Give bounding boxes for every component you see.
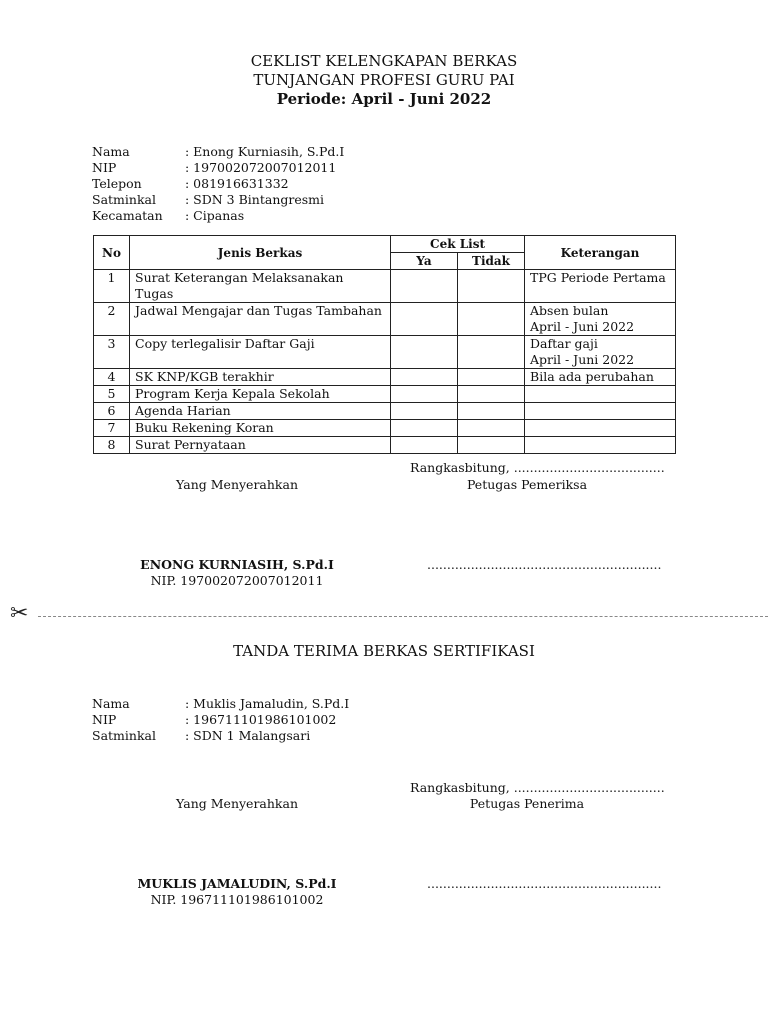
cell-jenis-berkas: SK KNP/KGB terakhir — [130, 369, 391, 386]
keterangan-line: April - Juni 2022 — [530, 319, 635, 334]
cell-ya — [391, 270, 458, 303]
cell-keterangan — [525, 386, 676, 403]
receipt-title: TANDA TERIMA BERKAS SERTIFIKASI — [233, 642, 535, 660]
keterangan-line: TPG Periode Pertama — [530, 270, 666, 285]
info-label: Nama — [92, 144, 130, 159]
cell-ya — [391, 303, 458, 336]
keterangan-line: Absen bulan — [530, 303, 609, 318]
cell-ya — [391, 386, 458, 403]
info-label: Satminkal — [92, 192, 156, 207]
checklist-title-line-1: CEKLIST KELENGKAPAN BERKAS — [250, 52, 518, 70]
cell-tidak — [458, 336, 525, 369]
table-row — [94, 386, 676, 403]
info-value: : Muklis Jamaludin, S.Pd.I — [185, 696, 350, 711]
cell-keterangan — [525, 369, 676, 386]
cell-no: 1 — [94, 270, 130, 303]
info-value: : Enong Kurniasih, S.Pd.I — [185, 144, 345, 159]
cell-keterangan — [525, 437, 676, 454]
table-row — [94, 336, 676, 369]
cell-tidak — [458, 420, 525, 437]
checklist-title-line-2: TUNJANGAN PROFESI GURU PAI — [253, 71, 515, 89]
keterangan-line: Bila ada perubahan — [530, 369, 654, 384]
info-label: Kecamatan — [92, 208, 163, 223]
cell-ya — [391, 336, 458, 369]
table-row — [94, 303, 676, 336]
receipt-place-date: Rangkasbitung, ...................................... — [410, 780, 665, 795]
receipt-info-row-nip — [92, 712, 336, 728]
cell-jenis-berkas: Jadwal Mengajar dan Tugas Tambahan — [130, 303, 391, 336]
cell-tidak — [458, 403, 525, 420]
cell-jenis-berkas: Surat Pernyataan — [130, 437, 391, 454]
berkas-table — [93, 235, 676, 454]
info-row-nip — [92, 160, 336, 176]
cell-keterangan — [525, 303, 676, 336]
cell-jenis-berkas: Program Kerja Kepala Sekolah — [130, 386, 391, 403]
info-label: Telepon — [92, 176, 142, 191]
info-value: : 197002072007012011 — [185, 160, 337, 175]
cell-no: 8 — [94, 437, 130, 454]
cell-tidak — [458, 270, 525, 303]
info-row-kecamatan — [92, 208, 244, 224]
header-cek-list: Cek List — [391, 236, 525, 253]
receipt-left-nip: NIP. 196711101986101002 — [150, 892, 324, 907]
cell-no: 4 — [94, 369, 130, 386]
cell-ya — [391, 369, 458, 386]
scissors-icon: ✂ — [10, 601, 29, 626]
header-ya: Ya — [391, 253, 458, 270]
cell-tidak — [458, 437, 525, 454]
table-row — [94, 420, 676, 437]
table-row — [94, 369, 676, 386]
info-value: : SDN 3 Bintangresmi — [185, 192, 325, 207]
cell-jenis-berkas: Agenda Harian — [130, 403, 391, 420]
keterangan-line: Daftar gaji — [530, 336, 598, 351]
info-value: : 081916631332 — [185, 176, 289, 191]
cell-tidak — [458, 369, 525, 386]
info-row-telepon — [92, 176, 289, 192]
table-row — [94, 403, 676, 420]
receipt-left-role: Yang Menyerahkan — [175, 796, 299, 811]
cell-tidak — [458, 303, 525, 336]
cell-keterangan — [525, 403, 676, 420]
info-row-nama — [92, 144, 344, 160]
info-value: : SDN 1 Malangsari — [185, 728, 311, 743]
receipt-right-signature-line: ........................................................... — [427, 876, 662, 891]
keterangan-line: April - Juni 2022 — [530, 352, 635, 367]
header-keterangan: Keterangan — [525, 236, 676, 270]
receipt-right-role: Petugas Penerima — [469, 796, 585, 811]
cell-no: 3 — [94, 336, 130, 369]
info-row-satminkal — [92, 192, 324, 208]
info-value: : Cipanas — [185, 208, 245, 223]
berkas-table-body — [94, 270, 676, 454]
info-label: NIP — [92, 160, 117, 175]
cell-keterangan — [525, 270, 676, 303]
cut-line — [38, 616, 768, 617]
receipt-left-name: MUKLIS JAMALUDIN, S.Pd.I — [137, 876, 337, 891]
cell-no: 2 — [94, 303, 130, 336]
cell-ya — [391, 403, 458, 420]
checklist-place-date: Rangkasbitung, ...................................... — [410, 460, 665, 475]
checklist-left-name: ENONG KURNIASIH, S.Pd.I — [140, 557, 334, 572]
table-row — [94, 270, 676, 303]
header-jenis-berkas: Jenis Berkas — [130, 236, 391, 270]
receipt-info-row-nama — [92, 696, 349, 712]
cell-tidak — [458, 386, 525, 403]
cell-ya — [391, 420, 458, 437]
checklist-left-nip: NIP. 197002072007012011 — [150, 573, 324, 588]
info-label: Nama — [92, 696, 130, 711]
info-label: Satminkal — [92, 728, 156, 743]
checklist-right-role: Petugas Pemeriksa — [466, 477, 588, 492]
header-no: No — [94, 236, 130, 270]
checklist-period: Periode: April - Juni 2022 — [276, 90, 492, 108]
checklist-left-role: Yang Menyerahkan — [175, 477, 299, 492]
cell-ya — [391, 437, 458, 454]
header-tidak: Tidak — [458, 253, 525, 270]
checklist-right-signature-line: ........................................................... — [427, 557, 662, 572]
cell-jenis-berkas: Buku Rekening Koran — [130, 420, 391, 437]
cell-keterangan — [525, 336, 676, 369]
info-value: : 196711101986101002 — [185, 712, 337, 727]
cell-no: 5 — [94, 386, 130, 403]
cell-no: 6 — [94, 403, 130, 420]
cell-jenis-berkas: Copy terlegalisir Daftar Gaji — [130, 336, 391, 369]
info-label: NIP — [92, 712, 117, 727]
receipt-info-row-satminkal — [92, 728, 310, 744]
cell-no: 7 — [94, 420, 130, 437]
table-row — [94, 437, 676, 454]
cell-keterangan — [525, 420, 676, 437]
cell-jenis-berkas: Surat Keterangan Melaksanakan Tugas — [130, 270, 391, 303]
